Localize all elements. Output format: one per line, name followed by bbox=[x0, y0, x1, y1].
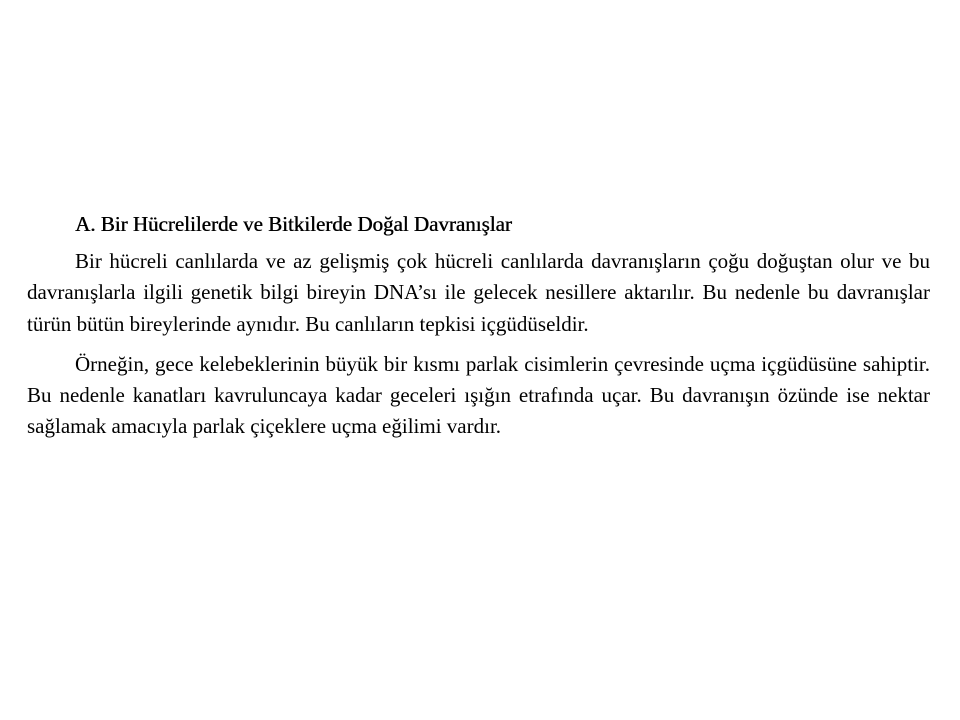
paragraph-instinct-behavior: Bir hücreli canlılarda ve az gelişmiş çok hücreli canlılarda davranışların çoğu doğuştan olur ve bu davranışlarla ilgili genetik bilgi bireyin DNA’sı ile gelecek nesillere aktarılır. Bu nedenle bu davranışlar türün bütün bireylerinde aynıdır. Bu canlıların tepkisi içgüdüseldir. bbox=[27, 249, 930, 336]
text-block bbox=[27, 209, 930, 443]
section-heading: A. Bir Hücrelilerde ve Bitkilerde Doğal Davranışlar bbox=[75, 212, 512, 236]
paragraph-moth-example: Örneğin, gece kelebeklerinin büyük bir kısmı parlak cisimlerin çevresinde uçma içgüdüsüne sahiptir. Bu nedenle kanatları kavruluncaya kadar geceleri ışığın etrafında uçar. Bu davranışın özünde ise nektar sağlamak amacıyla parlak çiçeklere uçma eğilimi vardır. bbox=[27, 351, 930, 439]
